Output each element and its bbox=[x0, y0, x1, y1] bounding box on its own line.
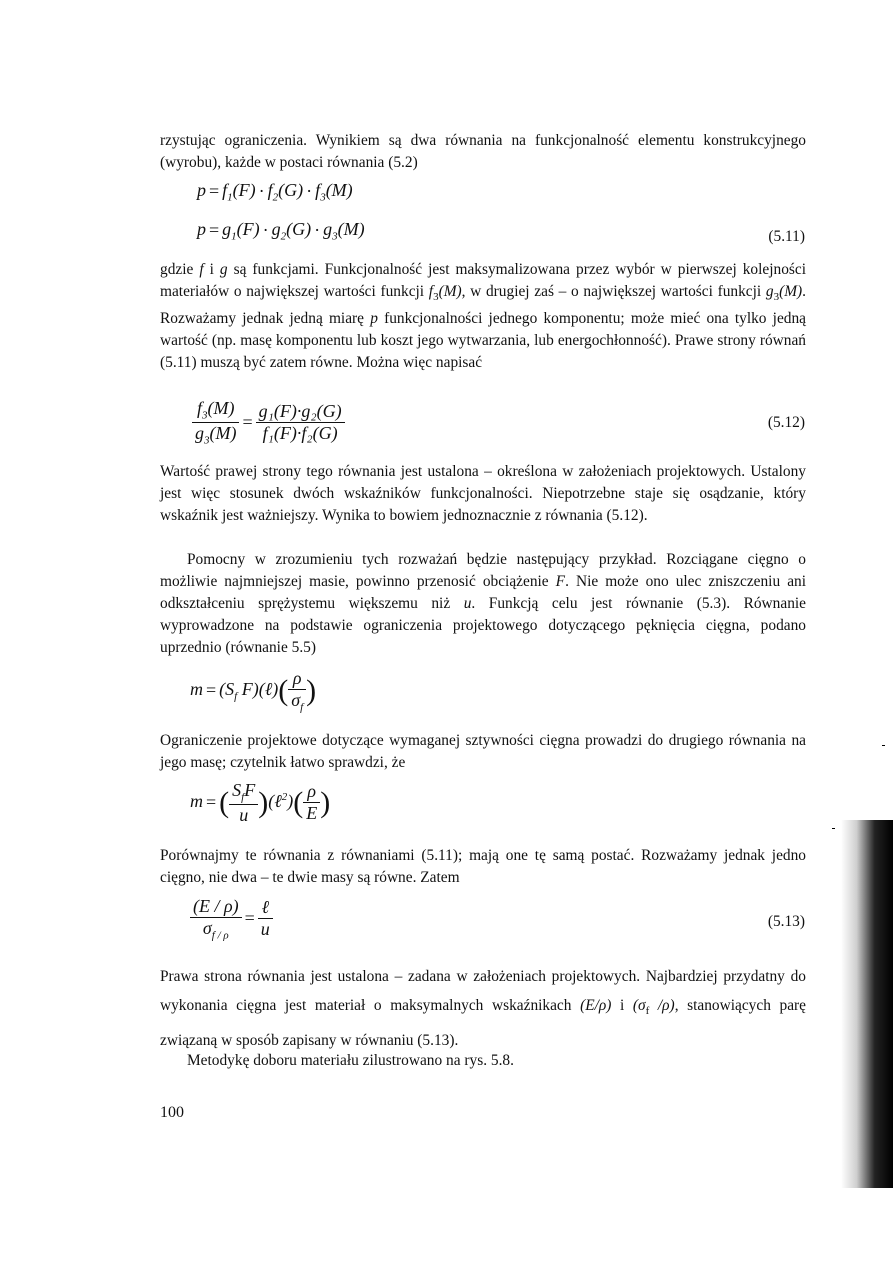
fraction: $\frac{S_fF}{u}$ bbox=[229, 780, 258, 826]
fraction: $\frac{\rho}{\sigma_f}$ bbox=[288, 668, 306, 714]
equation-5-12: $\frac{f_3(M)}{g_3(M)}$ = $\frac{\text{g₁(F)·g₂(G)}}{\text{f₁(F)·f₂(G)}}$ bbox=[192, 398, 345, 446]
scan-mark bbox=[882, 745, 885, 746]
paragraph-example: Pomocny w zrozumieniu tych rozważań będzie następujący przykład. Rozciągane cięgno o możliwie najmniejszej masie, powinno przenosić obciążenie F. Nie może ono ulec zniszczeniu ani odkształceniu sprężystemu większemu niż u. Funkcją celu jest równanie (5.3). Równanie wyprowadzone na podstawie ograniczenia projektowego dotyczącego pęknięcia cięgna, podano uprzednio (równanie 5.5) bbox=[160, 551, 807, 656]
equation-number: (5.12) bbox=[767, 414, 805, 431]
fraction: $\frac{\text{g₁(F)·g₂(G)}}{\text{f₁(F)·f₂(G)}}$ bbox=[256, 401, 345, 444]
equation-5-11-b: $p = g_1(F) \cdot g_2(G) \cdot g_3(M)$ bbox=[197, 219, 365, 243]
scan-edge-shadow bbox=[841, 820, 893, 1188]
fraction: $\frac{\text{ℓ}}{u}$ bbox=[258, 897, 273, 940]
paragraph-stiffness: Ograniczenie projektowe dotyczące wymaganej sztywności cięgna prowadzi do drugiego równania na jego masę; czytelnik łatwo sprawdzi, że bbox=[160, 732, 806, 771]
equation-number: (5.13) bbox=[767, 913, 805, 930]
paragraph-conclusion: Prawa strona równania jest ustalona – zadana w założeniach projektowych. Najbardziej przydatny do wykonania cięgna jest materiał o maksymalnych wskaźnikach (E/ρ) i ($\sigma_f$ /ρ), stanowiących parę związaną w sposób zapisany w równaniu (5.13). bbox=[160, 968, 806, 1050]
page-number: 100 bbox=[160, 1104, 184, 1121]
paragraph-intro bbox=[160, 130, 806, 174]
scan-mark bbox=[832, 828, 835, 829]
fraction: $\frac{(E / \rho)}{\sigma_{f / \rho}}$ bbox=[190, 896, 242, 942]
equation-mass-stiffness: m = ( $\frac{S_fF}{u}$ )(ℓ$^2$)( $\frac{\rho}{E}$ ) bbox=[190, 780, 331, 825]
paragraph-figure-ref: Metodykę doboru materiału zilustrowano na rys. 5.8. bbox=[187, 1052, 514, 1069]
fraction: $\frac{\rho}{E}$ bbox=[303, 781, 320, 824]
equation-number: (5.11) bbox=[768, 228, 805, 245]
paragraph-compare: Porównajmy te równania z równaniami (5.11); mają one tę samą postać. Rozważamy jednak jedno cięgno, nie dwa – te dwie masy są równe. Zatem bbox=[160, 847, 806, 886]
equation-mass-fracture: $m = (S_f$ F)(ℓ)( $\frac{\rho}{\sigma_f}$ ) bbox=[190, 668, 317, 714]
equation-5-11-a: $p = f_1(F) \cdot f_2(G) \cdot f_3(M)$ bbox=[197, 180, 353, 204]
equation-5-13: $\frac{(E / \rho)}{\sigma_{f / \rho}}$ = $\frac{\text{ℓ}}{u}$ bbox=[190, 896, 273, 942]
paragraph-fixed-ratio: Wartość prawej strony tego równania jest ustalona – określona w założeniach projektowych. Ustalony jest więc stosunek dwóch wskaźników funkcjonalności. Niepotrzebne staje się osądzanie, który wskaźnik jest ważniejszy. Wynika to bowiem jednoznacznie z równania (5.12). bbox=[160, 463, 806, 524]
fraction: $\frac{f_3(M)}{g_3(M)}$ bbox=[192, 398, 239, 446]
paragraph-functions: gdzie f i g są funkcjami. Funkcjonalność jest maksymalizowana przez wybór w pierwszej kolejności materiałów o największej wartości funkcji $f_3(M)$, w drugiej zaś – o największej wartości funkcji $g_3(M)$. Rozważamy jednak jedną miarę p funkcjonalności jednego komponentu; może mieć ona tylko jedną wartość (np. masę komponentu lub koszt jego wytwarzania, lub energochłonność). Prawe strony równań (5.11) muszą być zatem równe. Można więc napisać bbox=[160, 261, 807, 372]
paragraph-text: rzystując ograniczenia. Wynikiem są dwa równania na funkcjonalność elementu konstrukcyjnego (wyrobu), każde w postaci równania (5.2) bbox=[160, 132, 806, 171]
